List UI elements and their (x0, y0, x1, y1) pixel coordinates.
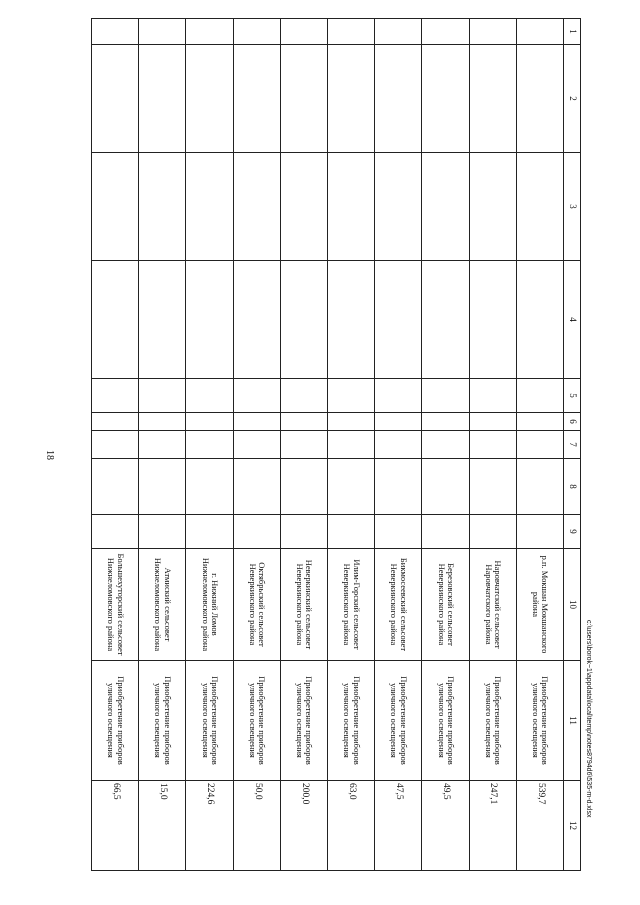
cell-empty (469, 431, 516, 459)
header-cell: 6 (564, 413, 581, 431)
cell-empty (139, 431, 186, 459)
cell-empty (375, 431, 422, 459)
header-cell: 3 (564, 153, 581, 261)
cell-empty (233, 19, 280, 45)
header-cell: 5 (564, 379, 581, 413)
cell-empty (422, 153, 469, 261)
cell-empty (328, 459, 375, 515)
cell-empty (280, 153, 327, 261)
cell-empty (139, 515, 186, 549)
cell-empty (233, 459, 280, 515)
cell-empty (139, 459, 186, 515)
cell-empty (92, 431, 139, 459)
cell-empty (469, 45, 516, 153)
cell-amount: 49,5 (422, 781, 469, 871)
cell-empty (375, 261, 422, 379)
cell-amount: 539,7 (516, 781, 563, 871)
cell-empty (92, 515, 139, 549)
cell-empty (422, 431, 469, 459)
cell-purpose: Приобретение приборов уличного освещения (233, 661, 280, 781)
cell-amount: 66,5 (92, 781, 139, 871)
header-cell: 10 (564, 549, 581, 661)
cell-amount: 224,6 (186, 781, 233, 871)
cell-empty (280, 431, 327, 459)
cell-empty (516, 45, 563, 153)
cell-purpose: Приобретение приборов уличного освещения (139, 661, 186, 781)
cell-empty (516, 459, 563, 515)
cell-empty (516, 431, 563, 459)
cell-empty (92, 19, 139, 45)
cell-empty (92, 459, 139, 515)
header-cell: 8 (564, 459, 581, 515)
cell-empty (469, 19, 516, 45)
cell-place: г. Нижний Ломов Нижнеломовского района (186, 549, 233, 661)
cell-empty (328, 431, 375, 459)
cell-empty (469, 379, 516, 413)
cell-empty (516, 19, 563, 45)
table-row (139, 19, 186, 871)
cell-empty (375, 459, 422, 515)
cell-empty (422, 379, 469, 413)
table-row (280, 19, 327, 871)
cell-amount: 15,0 (139, 781, 186, 871)
cell-purpose: Приобретение приборов уличного освещения (280, 661, 327, 781)
cell-empty (233, 45, 280, 153)
header-cell: 7 (564, 431, 581, 459)
cell-place: Наровчатский сельсовет Наровчатского района (469, 549, 516, 661)
header-cell: 2 (564, 45, 581, 153)
cell-empty (328, 261, 375, 379)
cell-empty (469, 459, 516, 515)
cell-empty (233, 379, 280, 413)
cell-empty (422, 261, 469, 379)
cell-amount: 63,0 (328, 781, 375, 871)
cell-empty (186, 459, 233, 515)
page-number: 18 (44, 450, 55, 460)
cell-empty (233, 431, 280, 459)
cell-empty (92, 379, 139, 413)
cell-empty (186, 515, 233, 549)
cell-empty (233, 153, 280, 261)
cell-place: Илим-Горский сельсовет Неверкинского района (328, 549, 375, 661)
cell-empty (233, 413, 280, 431)
cell-empty (139, 261, 186, 379)
table-row (469, 19, 516, 871)
cell-empty (186, 379, 233, 413)
table-row (328, 19, 375, 871)
cell-empty (280, 45, 327, 153)
cell-purpose: Приобретение приборов уличного освещения (375, 661, 422, 781)
table-row (233, 19, 280, 871)
cell-empty (422, 515, 469, 549)
cell-place: Атмиский сельсовет Нижнеломовского района (139, 549, 186, 661)
cell-amount: 50,0 (233, 781, 280, 871)
cell-empty (186, 153, 233, 261)
cell-empty (233, 261, 280, 379)
cell-empty (469, 413, 516, 431)
cell-empty (516, 515, 563, 549)
cell-empty (375, 19, 422, 45)
cell-empty (328, 515, 375, 549)
cell-empty (280, 19, 327, 45)
cell-place: Октябрьский сельсовет Неверкинского района (233, 549, 280, 661)
cell-purpose: Приобретение приборов уличного освещения (516, 661, 563, 781)
cell-empty (139, 413, 186, 431)
table-row (92, 19, 139, 871)
cell-empty (328, 19, 375, 45)
cell-empty (516, 413, 563, 431)
cell-empty (375, 153, 422, 261)
cell-empty (469, 261, 516, 379)
cell-empty (375, 45, 422, 153)
cell-empty (328, 153, 375, 261)
table-row (422, 19, 469, 871)
cell-amount: 247,1 (469, 781, 516, 871)
cell-empty (186, 45, 233, 153)
cell-empty (280, 459, 327, 515)
cell-empty (375, 379, 422, 413)
cell-empty (186, 413, 233, 431)
cell-empty (92, 153, 139, 261)
header-cell: 4 (564, 261, 581, 379)
cell-empty (92, 45, 139, 153)
table-body (92, 19, 581, 871)
cell-empty (328, 45, 375, 153)
table-row (516, 19, 563, 871)
cell-empty (469, 515, 516, 549)
cell-empty (422, 19, 469, 45)
cell-place: Большехуторский сельсовет Нижнеломовского района (92, 549, 139, 661)
cell-empty (139, 45, 186, 153)
cell-empty (422, 459, 469, 515)
table-row (375, 19, 422, 871)
cell-empty (280, 515, 327, 549)
cell-purpose: Приобретение приборов уличного освещения (328, 661, 375, 781)
rotated-table-wrapper (91, 18, 581, 870)
cell-empty (186, 431, 233, 459)
table-row (186, 19, 233, 871)
cell-empty (233, 515, 280, 549)
cell-empty (469, 153, 516, 261)
cell-empty (92, 261, 139, 379)
cell-empty (186, 261, 233, 379)
cell-empty (422, 413, 469, 431)
header-cell: 1 (564, 19, 581, 45)
cell-empty (186, 19, 233, 45)
cell-empty (280, 379, 327, 413)
cell-purpose: Приобретение приборов уличного освещения (469, 661, 516, 781)
cell-empty (516, 261, 563, 379)
cell-amount: 47,5 (375, 781, 422, 871)
cell-purpose: Приобретение приборов уличного освещения (422, 661, 469, 781)
cell-empty (328, 413, 375, 431)
header-cell: 9 (564, 515, 581, 549)
cell-empty (139, 19, 186, 45)
cell-empty (422, 45, 469, 153)
cell-empty (280, 413, 327, 431)
cell-empty (92, 413, 139, 431)
cell-empty (375, 413, 422, 431)
cell-empty (516, 379, 563, 413)
cell-empty (516, 153, 563, 261)
cell-empty (139, 379, 186, 413)
header-cell: 11 (564, 661, 581, 781)
cell-place: Березовский сельсовет Неверкинского района (422, 549, 469, 661)
header-cell: 12 (564, 781, 581, 871)
cell-purpose: Приобретение приборов уличного освещения (186, 661, 233, 781)
header-row (564, 19, 581, 871)
cell-place: р.п. Мокшан Мокшанского района (516, 549, 563, 661)
cell-amount: 200,0 (280, 781, 327, 871)
cell-purpose: Приобретение приборов уличного освещения (92, 661, 139, 781)
cell-empty (139, 153, 186, 261)
cell-empty (375, 515, 422, 549)
cell-place: Неверкинский сельсовет Неверкинского района (280, 549, 327, 661)
cell-empty (328, 379, 375, 413)
file-path-footer: c:\users\borok~1\appdata\local\temp\notes8794d6\535-m-d.xlsx (585, 620, 592, 818)
cell-place: Бикмосеевский сельсовет Неверкинского района (375, 549, 422, 661)
cell-empty (280, 261, 327, 379)
funding-table (91, 18, 581, 871)
